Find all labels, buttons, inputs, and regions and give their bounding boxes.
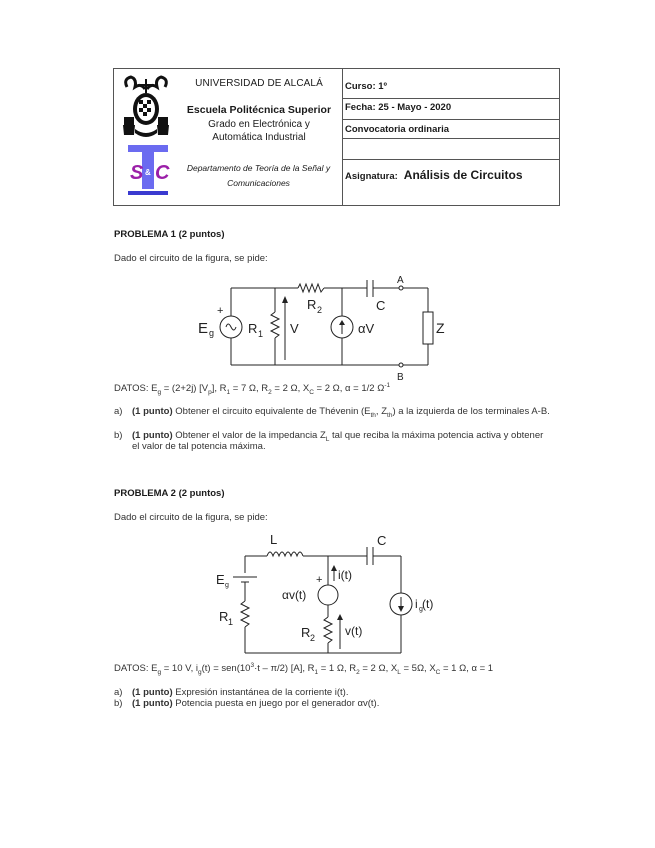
degree-line-1: Grado en Electrónica y — [208, 119, 310, 130]
circuit-diagram-1 — [195, 270, 445, 382]
voltage-label: V — [290, 321, 299, 336]
inductor-label: L — [270, 532, 278, 547]
department-name — [176, 161, 341, 191]
current-source-label: i — [415, 597, 418, 611]
plus-sign: + — [217, 305, 224, 317]
plus-sign: + — [316, 574, 323, 586]
svg-text:&: & — [145, 168, 151, 177]
institution-block — [114, 69, 342, 205]
row-divider — [343, 138, 560, 139]
svg-text:g: g — [209, 328, 215, 338]
terminal-a-label: A — [397, 275, 404, 286]
current-source-suffix: (t) — [422, 597, 434, 611]
subject-field — [345, 168, 561, 182]
problem-1-title: PROBLEMA 1 (2 puntos) — [114, 229, 225, 240]
problem-2-item-b: b) (1 punto) Potencia puesta en juego por el generador αv(t). — [114, 698, 380, 709]
department-line-2: Comunicaciones — [227, 178, 290, 188]
r2-label: R — [307, 297, 317, 312]
svg-text:S: S — [130, 162, 144, 184]
exam-header — [113, 68, 560, 206]
problem-2-intro: Dado el circuito de la figura, se pide: — [114, 512, 268, 523]
current-label: i(t) — [338, 568, 352, 582]
university-crest-logo — [121, 75, 171, 141]
dep-source-label: αv(t) — [282, 588, 307, 602]
department-line-1: Departamento de Teoría de la Señal y — [186, 163, 331, 173]
problem-2-title: PROBLEMA 2 (2 puntos) — [114, 488, 225, 499]
problem-1-item-b: b) (1 punto) Obtener el valor de la impedancia $Z_L$ tal que reciba la máxima potencia activa y obtener el valor de tal potencia máxima. — [114, 430, 544, 452]
date-field: Fecha: 25 - Mayo - 2020 — [345, 102, 452, 113]
degree-name — [184, 118, 334, 144]
row-divider — [343, 98, 560, 99]
svg-text:2: 2 — [310, 633, 316, 643]
capacitor-label: C — [377, 533, 387, 548]
circuit-diagram-2 — [205, 525, 430, 660]
problem-2-item-a: a) (1 punto) Expresión instantánea de la corriente i(t). — [114, 687, 349, 698]
department-logo — [126, 145, 170, 197]
svg-text:1: 1 — [258, 329, 264, 339]
capacitor-label: C — [376, 298, 386, 313]
r1-label: R — [248, 321, 258, 336]
voltage-label: v(t) — [345, 624, 363, 638]
svg-text:C: C — [155, 162, 170, 184]
row-divider — [343, 119, 560, 120]
terminal-b-label: B — [397, 372, 404, 382]
problem-2-data: DATOS: $E_g = 10$ V, $i_g(t) = sen(10^3\cdot t - \pi/2)$ [A], $R_1 = 1$ Ω, $R_2 = 2$ Ω, $X_L = 5\Omega$, $X_C = 1$ Ω, α = 1 — [114, 661, 494, 676]
source-label: E — [216, 572, 225, 587]
course-field: Curso: 1º — [345, 81, 388, 92]
svg-text:g: g — [225, 582, 229, 589]
university-name: UNIVERSIDAD DE ALCALÁ — [195, 78, 323, 89]
svg-text:g: g — [419, 606, 423, 613]
problem-1-intro: Dado el circuito de la figura, se pide: — [114, 253, 268, 264]
problem-1-data: DATOS: $E_g = (2+2j)$ $[V_p]$, $R_1 = 7$ Ω, $R_2 = 2$ Ω, $X_C = 2$ Ω, α = 1/2 $\Omega^{-1}$ — [114, 381, 391, 396]
school-name: Escuela Politécnica Superior — [186, 104, 332, 116]
source-label: E — [198, 320, 209, 337]
problem-1-item-a: a) (1 punto) Obtener el circuito equivalente de Thévenin ($E_{th}$, $Z_{th}$) a la izquierda de los terminales A-B. — [114, 406, 550, 419]
r2-label: R — [301, 625, 311, 640]
subject-value: Análisis de Circuitos — [403, 168, 523, 182]
row-divider — [343, 159, 560, 160]
svg-text:1: 1 — [228, 617, 234, 627]
call-field: Convocatoria ordinaria — [345, 124, 449, 135]
svg-text:2: 2 — [317, 305, 323, 315]
degree-line-2: Automática Industrial — [212, 132, 306, 143]
load-label: Z — [436, 320, 445, 336]
dep-source-label: αV — [358, 321, 375, 336]
r1-label: R — [219, 609, 229, 624]
header-divider — [342, 69, 343, 205]
subject-label: Asignatura: — [345, 171, 398, 182]
